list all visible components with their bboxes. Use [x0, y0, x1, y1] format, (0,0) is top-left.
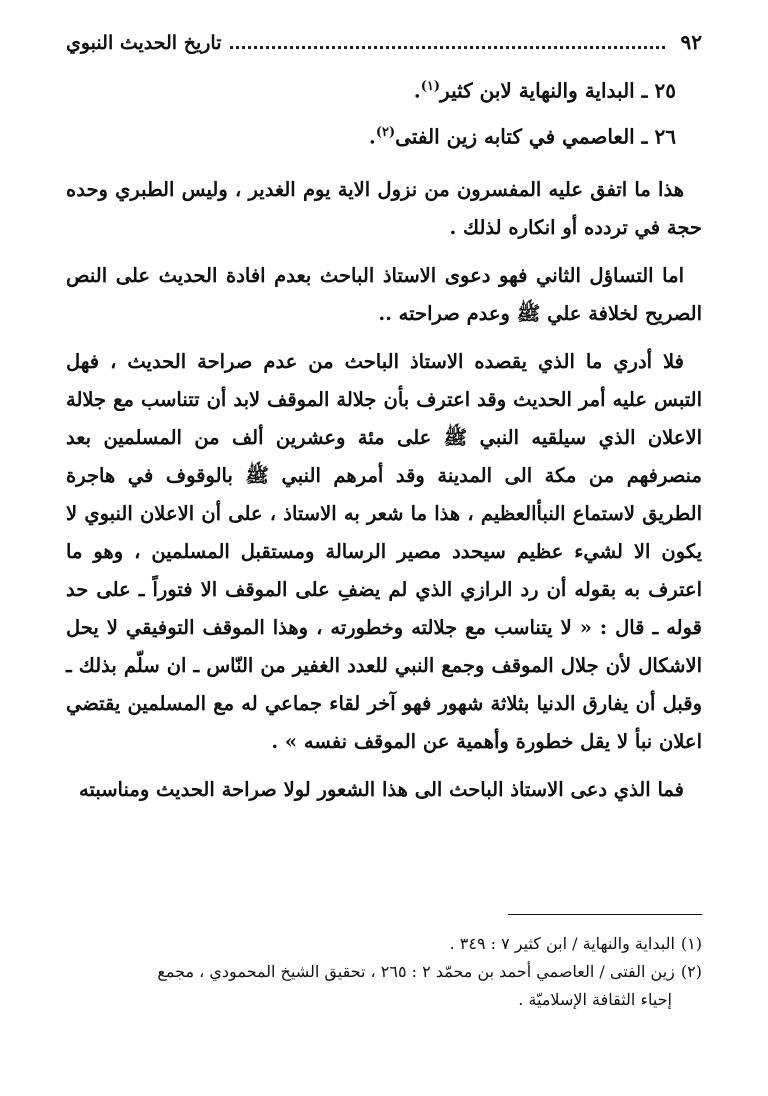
footnotes — [66, 930, 702, 1014]
footnote-continuation: إحياء الثقافة الإسلاميّة . — [518, 990, 672, 1009]
body-paragraph: فلا أدري ما الذي يقصده الاستاذ الباحث من عدم صراحة الحديث ، فهل التبس عليه أمر الحديث وقد اعترف بأن جلالة الموقف لابد أن تتناسب مع جلالة الاعلان الذي سيلقيه النبي ﷺ على مئة وعشرين ألف من المسلمين بعد منصرفهم من مكة الى المدينة وقد أمرهم النبي ﷺ بالوقوف في هاجرة الطريق لاستماع النبأالعظيم ، هذا ما شعر به الاستاذ ، على أن الاعلان النبوي لا يكون الا لشيء عظيم سيحدد مصير الرسالة ومستقبل المسلمين ، وهو ما اعترف به بقوله أن رد الرازي الذي لم يضفِ على الموقف الا فتوراً ـ على حد قوله ـ قال : « لا يتناسب مع جلالته وخطورته ، وهذا الموقف التوفيقي لا يحل الاشكال لأن جلال الموقف وجمع النبي للعدد الغفير من النّاس ـ ان سلّم بذلك ـ وقبل أن يفارق الدنيا بثلاثة شهور فهو آخر لقاء جماعي له مع المسلمين يقتضي اعلان نبأ لا يقل خطورة وأهمية عن الموقف نفسه » . — [66, 350, 703, 754]
book-page — [66, 30, 702, 1070]
body-paragraph: اما التساؤل الثاني فهو دعوى الاستاذ الباحث بعدم افادة الحديث على النص الصريح لخلافة علي ﷺ وعدم صراحته .. — [66, 264, 702, 326]
body-paragraph: فما الذي دعى الاستاذ الباحث الى هذا الشعور لولا صراحة الحديث ومناسبته — [78, 778, 684, 802]
running-title: تاريخ الحديث النبوي — [66, 32, 222, 54]
page-header — [66, 30, 702, 66]
footnote-marker: (١) — [420, 79, 441, 94]
header-dot-leader — [230, 32, 665, 49]
footnote — [66, 958, 702, 986]
list-item: ٢٥ ـ البداية والنهاية لابن كثير$^{(١)}$. — [413, 78, 676, 103]
page-number: ٩٢ — [680, 30, 702, 54]
footnote-separator — [508, 914, 702, 915]
footnote-text: البداية والنهاية / ابن كثير ٧ : ٣٤٩ . — [449, 934, 675, 953]
footnote-number: (١) — [680, 934, 702, 953]
list-item: ٢٦ ـ العاصمي في كتابه زين الفتى$^{(٢)}$. — [368, 124, 676, 149]
footnote-number: (٢) — [680, 962, 702, 981]
body-paragraph: هذا ما اتفق عليه المفسرون من نزول الاية يوم الغدير ، وليس الطبري وحده حجة في تردده أو انكاره لذلك . — [66, 178, 702, 240]
footnote-text: زين الفتى / العاصمي أحمد بن محمّد ٢ : ٢٦٥ ، تحقيق الشيخ المحمودي ، مجمع — [157, 962, 675, 981]
footnote-marker: (٢) — [375, 124, 396, 140]
footnote — [66, 930, 702, 958]
